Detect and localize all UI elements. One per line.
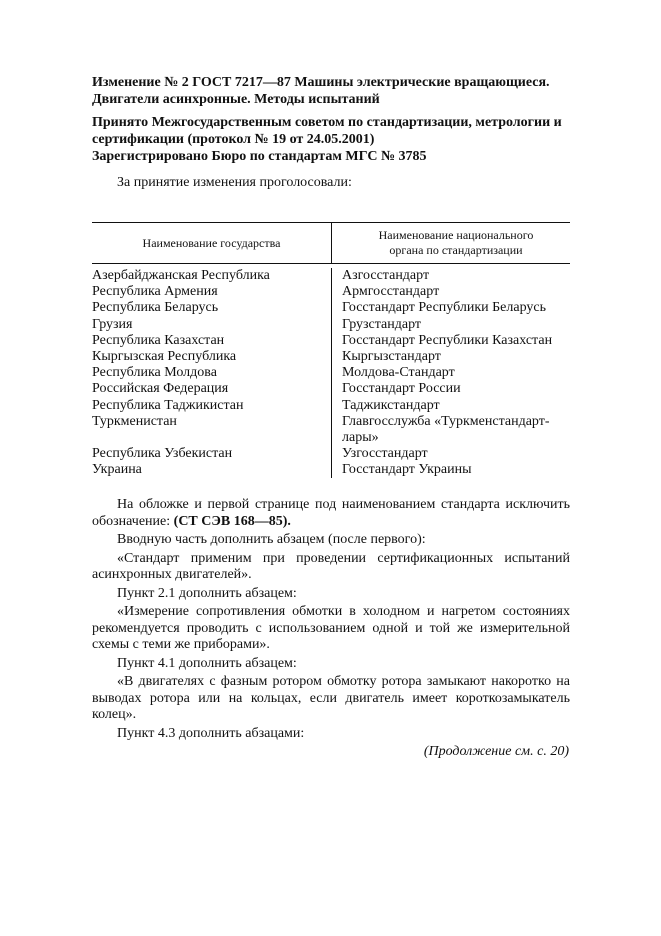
voting-intro: За принятие изменения проголосовали: [117,175,352,190]
table-row-state: Кыргызская Республика [92,348,237,364]
table-row-state: Республика Таджикистан [92,397,244,413]
table-row-state: Азербайджанская Республика [92,268,270,283]
amendment-subtitle: Двигатели асинхронные. Методы испытаний [92,92,380,107]
table-row-body: Таджикстандарт [342,397,440,413]
table-header [92,223,570,264]
paragraph-clause-4-1: Пункт 4.1 дополнить абзацем: [117,655,297,671]
table-row-body: Главгосслужба «Туркменстандарт-лары» [342,413,550,445]
col-header-body-line1: Наименование национального [378,228,534,242]
table-row-state: Республика Беларусь [92,300,219,316]
paragraph-cover [92,497,570,530]
paragraph-intro-instruction: Вводную часть дополнить абзацем (после первого): [117,532,426,547]
table-row-state: Грузия [92,316,133,332]
table-row-body: Госстандарт Республики Казахстан [342,332,553,348]
voting-table [92,222,570,482]
table-row-body: Молдова-Стандарт [342,365,455,381]
table-row-body: Узгосстандарт [342,446,428,462]
table-row-state: Туркменистан [92,413,177,429]
paragraph-clause-4-1-quote: «В двигателях с фазным ротором обмотку ротора замыкают накоротко на выводах ротора или на кольцах, если двигатель имеет короткозамыкатель колец». [92,674,570,722]
table-row-body: Армгосстандарт [342,284,440,300]
paragraph-intro-quote: «Стандарт применим при проведении сертификационных испытаний асинхронных двигателей». [92,550,570,582]
paragraph-clause-2-1: Пункт 2.1 дополнить абзацем: [117,585,297,601]
table-row-state: Республика Узбекистан [92,446,233,462]
continuation-note: (Продолжение см. с. 20) [423,744,569,759]
table-row-body: Госстандарт Украины [342,462,472,478]
table-row-state: Республика Армения [92,284,218,300]
registration-line: Зарегистрировано Бюро по стандартам МГС № 3785 [92,149,427,164]
table-row-body: Госстандарт Республики Беларусь [342,300,547,316]
table-row-body: Кыргызстандарт [342,348,441,364]
table-row-body: Грузстандарт [342,316,422,332]
states-column [92,268,331,478]
col-header-body-line2: органа по стандартизации [389,243,523,257]
table-row-state: Республика Казахстан [92,332,225,348]
table-row-body: Азгосстандарт [342,268,430,283]
document-header [92,74,570,165]
bodies-column [331,268,570,478]
adoption-line-1: Принято Межгосударственным советом по стандартизации, метрологии и [92,115,562,130]
paragraph-clause-2-1-quote: «Измерение сопротивления обмотки в холодном и нагретом состояниях рекомендуется проводить с использованием одной и той же измерительной схемы с теми же приборами». [92,604,570,652]
col-header-state: Наименование государства [142,235,281,250]
table-row-body: Госстандарт России [342,381,461,397]
col-header-body [331,223,570,263]
paragraph-clause-4-3: Пункт 4.3 дополнить абзацами: [117,725,305,741]
table-row-state: Украина [92,462,142,478]
table-row-state: Российская Федерация [92,381,229,397]
table-body [92,264,570,482]
amendment-title: Изменение № 2 ГОСТ 7217—87 Машины электрические вращающиеся. [92,75,550,90]
adoption-line-2: сертификации (протокол № 19 от 24.05.2001) [92,132,375,147]
amendment-body [92,497,570,742]
table-row-state: Республика Молдова [92,365,217,381]
paragraph-cover-text: На обложке и первой странице под наименованием стандарта исключить обозначение: [92,497,570,529]
standard-reference: (СТ СЭВ 168—85). [173,513,291,529]
